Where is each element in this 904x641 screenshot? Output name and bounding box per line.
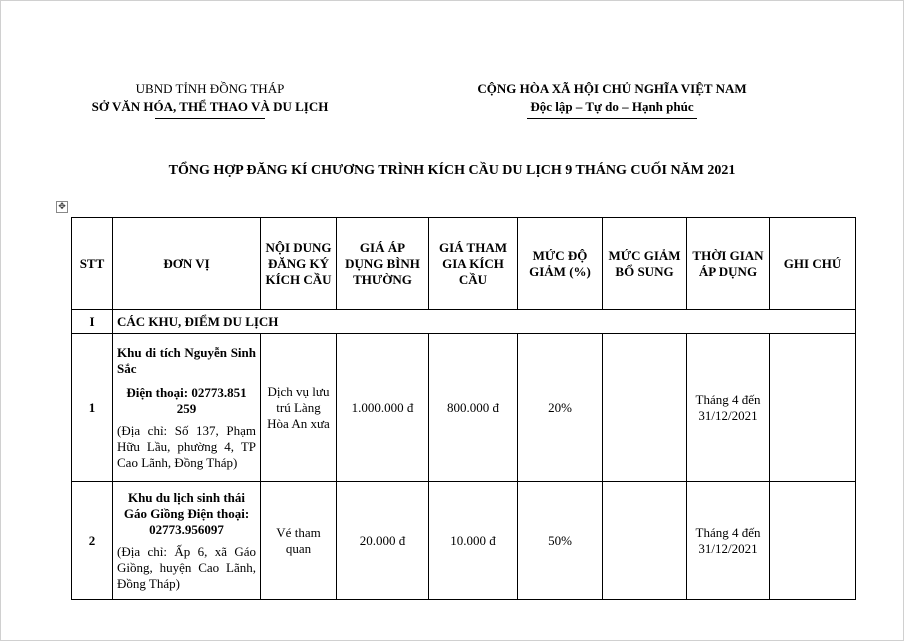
unit-name: Khu du lịch sinh thái Gáo Giồng Điện thoại: 02773.956097: [123, 489, 250, 537]
row-stimulus-price: 800.000 đ: [429, 334, 518, 482]
table-header-row: [72, 218, 856, 310]
col-header-unit: ĐƠN VỊ: [113, 218, 261, 310]
col-header-discount: MỨC ĐỘ GIẢM (%): [518, 218, 603, 310]
agency-parent: UBND TỈNH ĐỒNG THÁP: [135, 81, 285, 96]
row-period: Tháng 4 đến 31/12/2021: [687, 482, 770, 600]
col-header-normal-price: GIÁ ÁP DỤNG BÌNH THƯỜNG: [337, 218, 429, 310]
row-period: Tháng 4 đến 31/12/2021: [687, 334, 770, 482]
agency-underline: [155, 118, 265, 119]
table-row: [72, 334, 856, 482]
row-content: Dịch vụ lưu trú Làng Hòa An xưa: [261, 334, 337, 482]
section-row: [72, 310, 856, 334]
col-header-period: THỜI GIAN ÁP DỤNG: [687, 218, 770, 310]
col-header-stimulus-price: GIÁ THAM GIA KÍCH CẦU: [429, 218, 518, 310]
motto-underline: [527, 118, 697, 119]
row-extra-discount: [603, 334, 687, 482]
unit-phone: Điện thoại: 02773.851 259: [126, 384, 247, 416]
table-row: [72, 482, 856, 600]
row-stimulus-price: 10.000 đ: [429, 482, 518, 600]
unit-address: (Địa chỉ: Ấp 6, xã Gáo Giồng, huyện Cao Lãnh, Đồng Tháp): [117, 543, 256, 591]
row-note: [770, 482, 856, 600]
section-label: CÁC KHU, ĐIỂM DU LỊCH: [113, 310, 856, 334]
row-unit: [113, 482, 261, 600]
agency-header: [60, 80, 360, 119]
row-discount: 50%: [518, 482, 603, 600]
move-cross-icon[interactable]: ✥: [56, 201, 68, 213]
col-header-extra-discount: MỨC GIẢM BỔ SUNG: [603, 218, 687, 310]
unit-address: (Địa chỉ: Số 137, Phạm Hữu Lầu, phường 4, TP Cao Lãnh, Đồng Tháp): [117, 422, 256, 470]
section-number: I: [72, 310, 113, 334]
row-normal-price: 1.000.000 đ: [337, 334, 429, 482]
national-title: CỘNG HÒA XÃ HỘI CHỦ NGHĨA VIỆT NAM: [477, 81, 747, 96]
col-header-content: NỘI DUNG ĐĂNG KÝ KÍCH CẦU: [261, 218, 337, 310]
national-motto: Độc lập – Tự do – Hạnh phúc: [530, 99, 694, 114]
row-discount: 20%: [518, 334, 603, 482]
national-header: [432, 80, 792, 119]
row-normal-price: 20.000 đ: [337, 482, 429, 600]
unit-name: Khu di tích Nguyễn Sinh Sắc: [117, 344, 256, 376]
col-header-stt: STT: [72, 218, 113, 310]
agency-name: SỞ VĂN HÓA, THỂ THAO VÀ DU LỊCH: [91, 99, 329, 114]
document-title: TỔNG HỢP ĐĂNG KÍ CHƯƠNG TRÌNH KÍCH CẦU DU LỊCH 9 THÁNG CUỐI NĂM 2021: [168, 163, 736, 178]
registration-table: [71, 217, 856, 600]
row-unit: [113, 334, 261, 482]
row-extra-discount: [603, 482, 687, 600]
col-header-note: GHI CHÚ: [770, 218, 856, 310]
row-note: [770, 334, 856, 482]
row-stt: 1: [72, 334, 113, 482]
row-content: Vé tham quan: [261, 482, 337, 600]
row-stt: 2: [72, 482, 113, 600]
